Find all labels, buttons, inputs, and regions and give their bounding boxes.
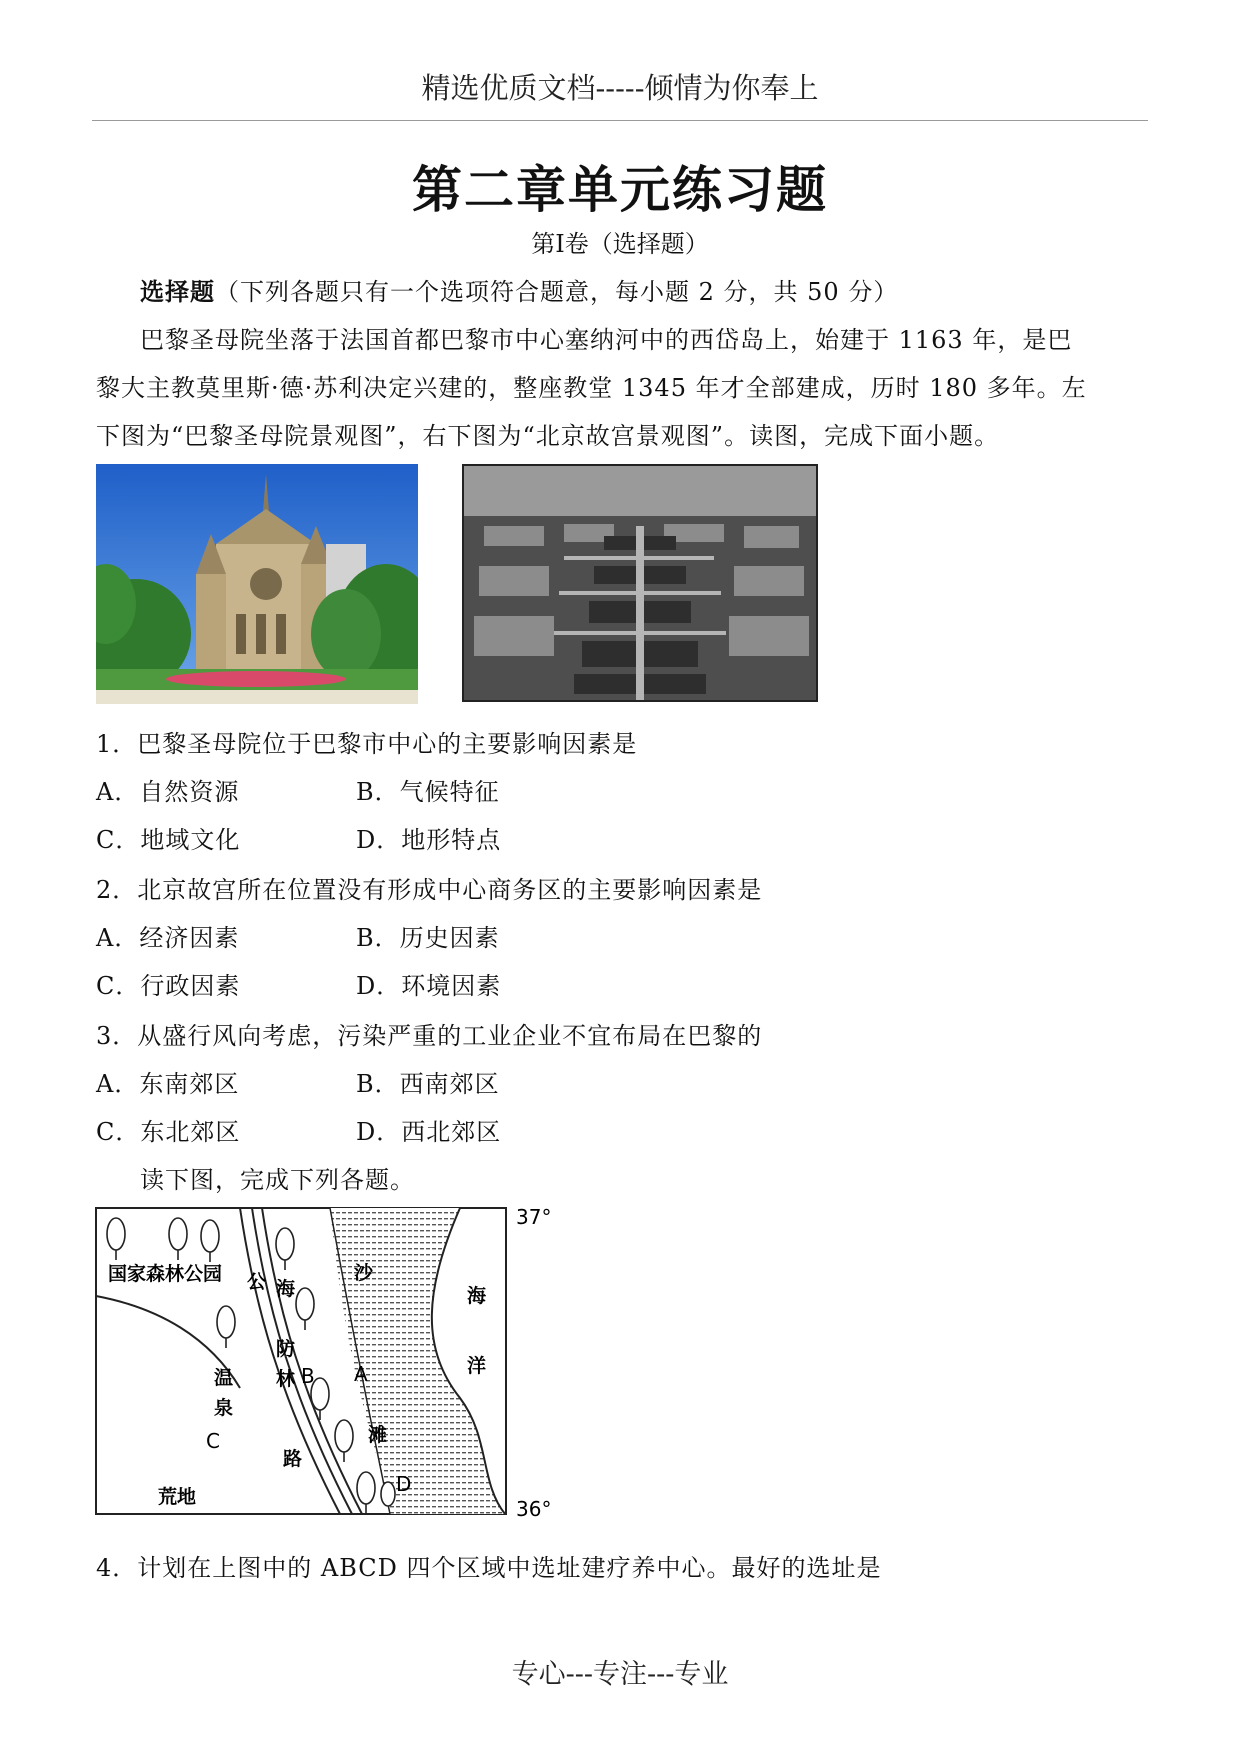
q3-option-c[interactable]: C．东北郊区 [96,1118,241,1146]
spring-label-1: 温 [214,1367,234,1389]
page-title: 第二章单元练习题 [412,160,828,219]
ocean-label-1: 海 [467,1285,487,1307]
intro-line-2: 黎大主教莫里斯·德·苏利决定兴建的，整座教堂 1345 年才全部建成，历时 180 多年。左 [96,374,1087,402]
q1-option-a[interactable]: A．自然资源 [96,778,240,806]
beach-label-1: 沙 [354,1262,374,1284]
letter-d: D [396,1472,412,1496]
spring-label-2: 泉 [214,1397,234,1419]
section-subtitle: 第Ⅰ卷（选择题） [531,230,709,258]
question-3: 3．从盛行风向考虑，污染严重的工业企业不宜布局在巴黎的 [96,1022,763,1050]
q2-option-b[interactable]: B．历史因素 [356,924,500,952]
q1-option-d[interactable]: D．地形特点 [356,826,502,854]
beach-label-2: 滩 [368,1424,388,1446]
instruction-rest: （下列各题只有一个选项符合题意，每小题 2 分，共 50 分） [215,278,899,306]
page-header: 精选优质文档-----倾情为你奉上 [421,71,819,105]
lat-label-bottom: 36° [516,1497,552,1521]
q1-option-b[interactable]: B．气候特征 [356,778,500,806]
letter-c: C [206,1429,220,1453]
q2-option-d[interactable]: D．环境因素 [356,972,502,1000]
question-1: 1．巴黎圣母院位于巴黎市中心的主要影响因素是 [96,730,638,758]
letter-b: B [301,1364,315,1388]
q2-option-c[interactable]: C．行政因素 [96,972,241,1000]
coastal-map [90,1198,570,1528]
shelter-label-2: 防 [276,1338,296,1360]
header-rule [92,120,1148,121]
question-2: 2．北京故宫所在位置没有形成中心商务区的主要影响因素是 [96,876,763,904]
page-footer: 专心---专注---专业 [511,1659,729,1690]
road-label-2: 路 [283,1448,303,1470]
wasteland-label: 荒地 [158,1486,197,1508]
road-label-1: 公 [247,1271,267,1293]
notre-dame-photo [96,464,418,704]
ocean-label-2: 洋 [467,1355,487,1377]
instruction [140,272,898,307]
question-4: 4．计划在上图中的 ABCD 四个区域中选址建疗养中心。最好的选址是 [96,1554,882,1582]
q3-option-a[interactable]: A．东南郊区 [96,1070,240,1098]
lat-label-top: 37° [516,1205,552,1229]
q2-option-a[interactable]: A．经济因素 [96,924,240,952]
shelter-label-3: 林 [276,1368,296,1390]
intro-line-3: 下图为“巴黎圣母院景观图”，右下图为“北京故宫景观图”。读图，完成下面小题。 [96,422,1000,450]
q3-option-b[interactable]: B．西南郊区 [356,1070,500,1098]
intro-line-1: 巴黎圣母院坐落于法国首都巴黎市中心塞纳河中的西岱岛上，始建于 1163 年，是巴 [140,326,1073,354]
map-intro: 读下图，完成下列各题。 [140,1166,415,1194]
instruction-bold: 选择题 [140,277,215,306]
q3-option-d[interactable]: D．西北郊区 [356,1118,502,1146]
q1-option-c[interactable]: C．地域文化 [96,826,241,854]
forest-park-label: 国家森林公园 [108,1263,223,1285]
shelter-label-1: 海 [276,1278,296,1300]
letter-a: A [354,1362,368,1386]
forbidden-city-photo [462,464,818,702]
